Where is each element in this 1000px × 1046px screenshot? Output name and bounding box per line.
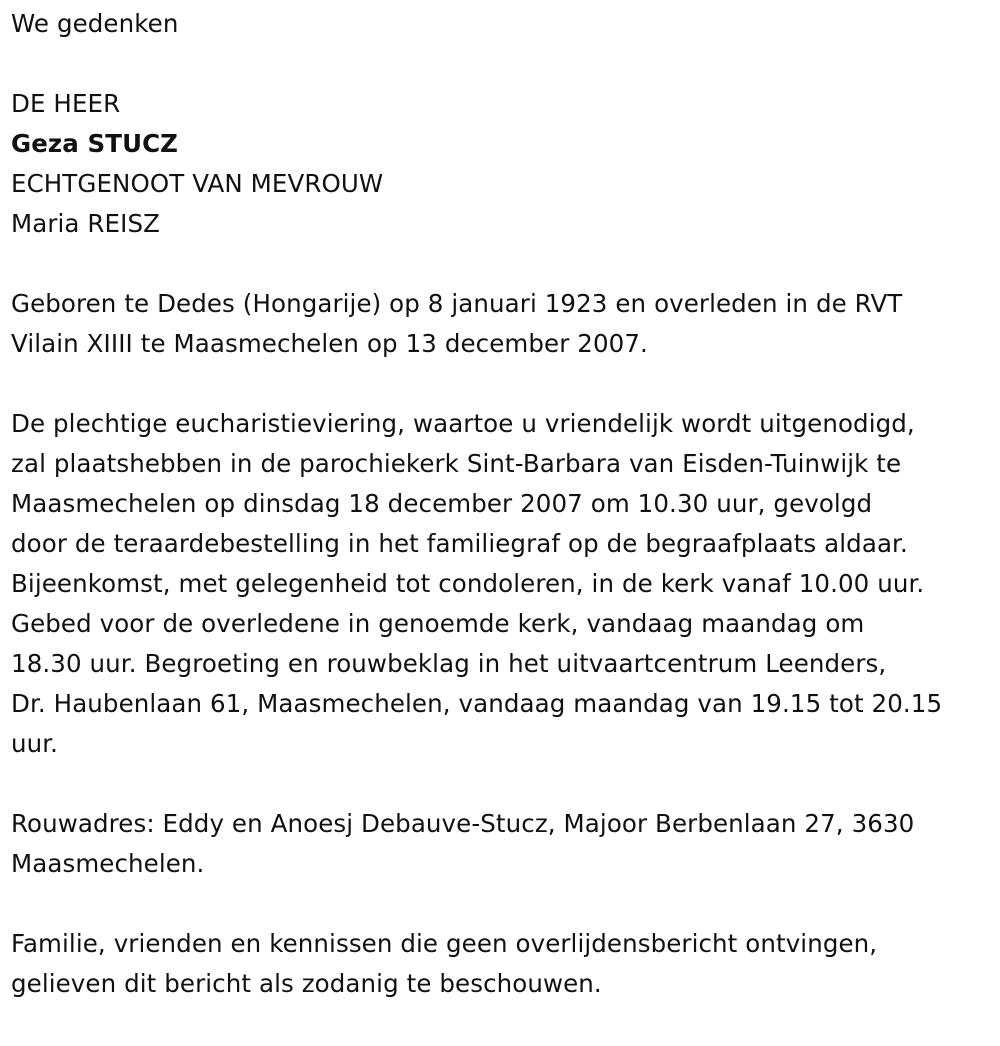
spouse-name: Maria REISZ <box>11 209 160 238</box>
spacer <box>11 244 996 284</box>
paragraph-line: Rouwadres: Eddy en Anoesj Debauve-Stucz, Majoor Berbenlaan 27, 3630 <box>11 809 915 838</box>
paragraph-line: Dr. Haubenlaan 61, Maasmechelen, vandaag maandag van 19.15 tot 20.15 <box>11 689 943 718</box>
spacer <box>11 364 996 404</box>
paragraph-line: De plechtige eucharistieviering, waartoe u vriendelijk wordt uitgenodigd, <box>11 409 915 438</box>
obituary-notice <box>11 4 996 1004</box>
paragraph-line: Maasmechelen op dinsdag 18 december 2007 om 10.30 uur, gevolgd <box>11 489 873 518</box>
birth-death-paragraph <box>11 284 996 364</box>
ceremony-paragraph <box>11 404 996 764</box>
intro-text: We gedenken <box>11 9 179 38</box>
address-paragraph <box>11 804 996 884</box>
deceased-name: Geza STUCZ <box>11 129 179 158</box>
spouse-label: ECHTGENOOT VAN MEVROUW <box>11 169 384 198</box>
paragraph-line: uur. <box>11 729 59 758</box>
spacer <box>11 884 996 924</box>
salutation: DE HEER <box>11 89 121 118</box>
paragraph-line: Vilain XIIII te Maasmechelen op 13 december 2007. <box>11 329 648 358</box>
paragraph-line: Gebed voor de overledene in genoemde kerk, vandaag maandag om <box>11 609 865 638</box>
closing-paragraph <box>11 924 996 1004</box>
paragraph-line: door de teraardebestelling in het familiegraf op de begraafplaats aldaar. <box>11 529 908 558</box>
paragraph-line: gelieven dit bericht als zodanig te beschouwen. <box>11 969 602 998</box>
paragraph-line: 18.30 uur. Begroeting en rouwbeklag in het uitvaartcentrum Leenders, <box>11 649 887 678</box>
paragraph-line: zal plaatshebben in de parochiekerk Sint-Barbara van Eisden-Tuinwijk te <box>11 449 902 478</box>
paragraph-line: Maasmechelen. <box>11 849 205 878</box>
paragraph-line: Geboren te Dedes (Hongarije) op 8 januari 1923 en overleden in de RVT <box>11 289 903 318</box>
spacer <box>11 44 996 84</box>
spacer <box>11 764 996 804</box>
paragraph-line: Familie, vrienden en kennissen die geen overlijdensbericht ontvingen, <box>11 929 878 958</box>
paragraph-line: Bijeenkomst, met gelegenheid tot condoleren, in de kerk vanaf 10.00 uur. <box>11 569 925 598</box>
